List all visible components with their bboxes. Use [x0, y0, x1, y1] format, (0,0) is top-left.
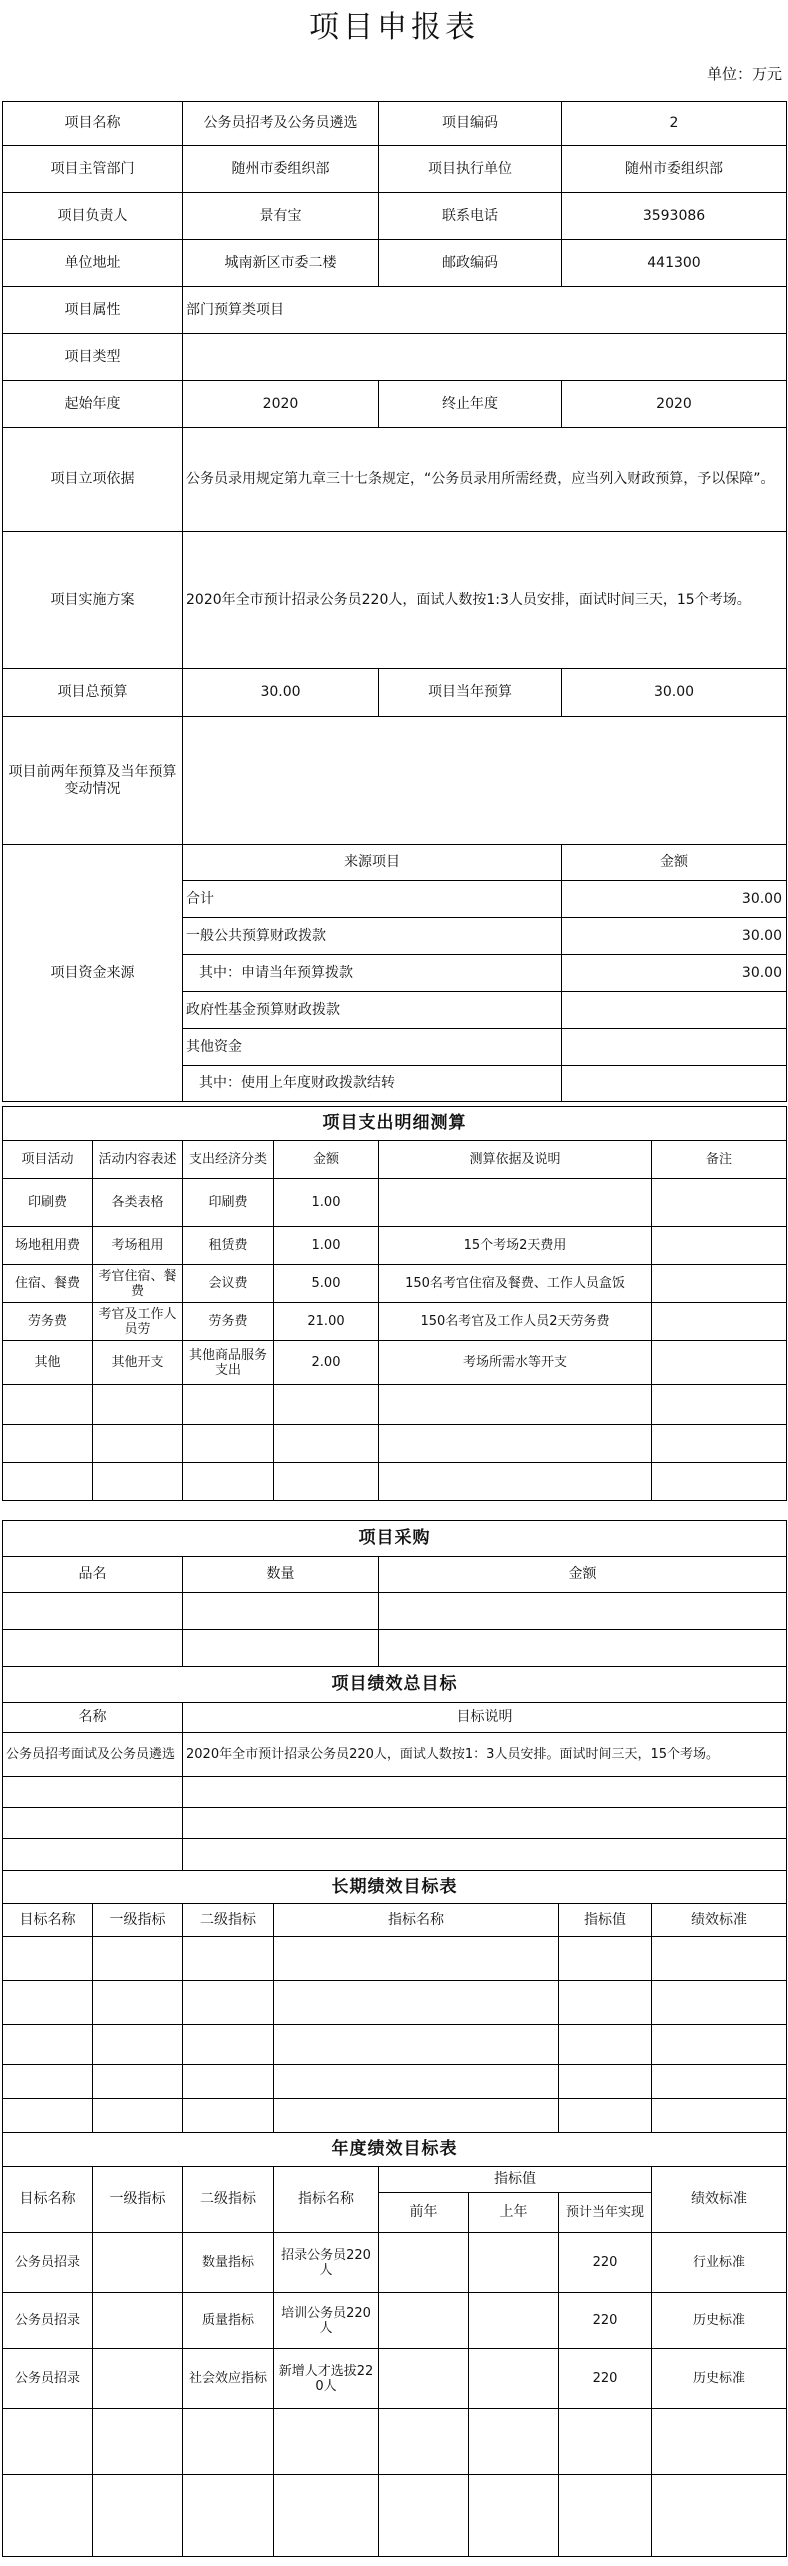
table-header: 测算依据及说明 [379, 1141, 652, 1179]
table-cell [652, 1385, 787, 1425]
table-cell: 公务员招录 [3, 2233, 93, 2293]
phone-label: 联系电话 [379, 193, 562, 240]
table-cell: 场地租用费 [3, 1227, 93, 1265]
table-header: 指标名称 [274, 1904, 559, 1937]
table-cell: 新增人才选拔220人 [274, 2349, 379, 2409]
table-header: 绩效标准 [652, 2167, 787, 2233]
funding-row-amount: 30.00 [562, 918, 787, 955]
table-header: 目标名称 [3, 1904, 93, 1937]
table-cell [559, 1937, 652, 1981]
table-row [3, 1179, 787, 1227]
table-header: 活动内容表述 [93, 1141, 183, 1179]
funding-row-name: 其中：使用上年度财政拨款结转 [183, 1066, 562, 1102]
table-cell [652, 1227, 787, 1265]
table-cell [3, 2409, 93, 2475]
table-header: 备注 [652, 1141, 787, 1179]
table-header: 上年 [469, 2193, 559, 2233]
table-cell [183, 1808, 787, 1839]
table-row [3, 2025, 787, 2065]
table-cell [274, 1937, 559, 1981]
year-budget-value: 30.00 [562, 669, 787, 717]
table-row [3, 1981, 787, 2025]
table-cell [274, 2065, 559, 2099]
table-row [3, 2475, 787, 2557]
table-cell [93, 2293, 183, 2349]
table-cell [183, 1839, 787, 1871]
table-header: 目标说明 [183, 1703, 787, 1733]
table-cell [379, 1425, 652, 1463]
dept-label: 项目主管部门 [3, 146, 183, 193]
leader-label: 项目负责人 [3, 193, 183, 240]
funding-col-amount: 金额 [562, 845, 787, 881]
change-label: 项目前两年预算及当年预算变动情况 [3, 717, 183, 845]
table-cell [3, 1593, 183, 1630]
project-code-label: 项目编码 [379, 102, 562, 146]
start-year-label: 起始年度 [3, 381, 183, 428]
table-cell [93, 2475, 183, 2557]
table-cell: 招录公务员220人 [274, 2233, 379, 2293]
table-header: 金额 [274, 1141, 379, 1179]
plan-value: 2020年全市预计招录公务员220人，面试人数按1:3人员安排，面试时间三天，15个考场。 [183, 532, 787, 669]
table-cell [183, 1463, 274, 1501]
funding-row-amount [562, 1029, 787, 1066]
table-cell [93, 1385, 183, 1425]
perf-total-section-title: 项目绩效总目标 [3, 1667, 787, 1703]
table-cell: 考官及工作人员劳 [93, 1303, 183, 1341]
table-cell: 21.00 [274, 1303, 379, 1341]
dept-value: 随州市委组织部 [183, 146, 379, 193]
table-cell [559, 2065, 652, 2099]
table-row [3, 240, 787, 287]
table-row [3, 1871, 787, 1904]
table-header: 支出经济分类 [183, 1141, 274, 1179]
table-row [3, 1265, 787, 1303]
table-cell [3, 2025, 93, 2065]
table-cell [652, 1303, 787, 1341]
table-cell [652, 1265, 787, 1303]
table-cell [652, 1179, 787, 1227]
annual-table [2, 2132, 787, 2557]
table-cell [469, 2475, 559, 2557]
type-label: 项目类型 [3, 334, 183, 381]
table-cell [379, 2349, 469, 2409]
table-cell: 220 [559, 2293, 652, 2349]
table-cell [652, 2099, 787, 2133]
table-header: 金额 [379, 1557, 787, 1593]
table-cell [379, 1593, 787, 1630]
table-header: 预计当年实现 [559, 2193, 652, 2233]
table-cell [379, 1179, 652, 1227]
basis-label: 项目立项依据 [3, 428, 183, 532]
table-cell [652, 2025, 787, 2065]
table-cell: 历史标准 [652, 2293, 787, 2349]
table-header: 一级指标 [93, 1904, 183, 1937]
address-value: 城南新区市委二楼 [183, 240, 379, 287]
table-cell: 其他开支 [93, 1341, 183, 1385]
basis-value: 公务员录用规定第九章三十七条规定，“公务员录用所需经费，应当列入财政预算，予以保障”。 [183, 428, 787, 532]
funding-row-name: 政府性基金预算财政拨款 [183, 992, 562, 1029]
table-cell: 1.00 [274, 1227, 379, 1265]
table-cell [469, 2233, 559, 2293]
funding-row-name: 合计 [183, 881, 562, 918]
table-cell [652, 2065, 787, 2099]
table-cell [652, 2475, 787, 2557]
table-cell [379, 2293, 469, 2349]
total-budget-value: 30.00 [183, 669, 379, 717]
table-cell [183, 1777, 787, 1808]
table-cell [93, 2349, 183, 2409]
table-cell [3, 1385, 93, 1425]
table-cell [379, 1630, 787, 1667]
table-header: 绩效标准 [652, 1904, 787, 1937]
table-cell: 2.00 [274, 1341, 379, 1385]
table-cell [379, 1385, 652, 1425]
table-cell [3, 1808, 183, 1839]
table-cell [183, 1937, 274, 1981]
table-cell [3, 2065, 93, 2099]
table-row [3, 1904, 787, 1937]
table-row [3, 1667, 787, 1703]
table-cell: 2020年全市预计招录公务员220人，面试人数按1：3人员安排。面试时间三天，15个考场。 [183, 1733, 787, 1777]
table-cell [93, 2233, 183, 2293]
table-cell [274, 2025, 559, 2065]
table-cell: 考场租用 [93, 1227, 183, 1265]
table-cell [183, 1425, 274, 1463]
table-cell: 会议费 [183, 1265, 274, 1303]
table-cell [274, 1981, 559, 2025]
project-code-value: 2 [562, 102, 787, 146]
table-cell: 数量指标 [183, 2233, 274, 2293]
table-cell [379, 2409, 469, 2475]
end-year-label: 终止年度 [379, 381, 562, 428]
table-cell [93, 2409, 183, 2475]
table-cell [183, 2409, 274, 2475]
table-cell: 质量指标 [183, 2293, 274, 2349]
table-row [3, 146, 787, 193]
table-cell [93, 1981, 183, 2025]
table-row [3, 1425, 787, 1463]
table-cell [3, 1839, 183, 1871]
table-cell [379, 2475, 469, 2557]
table-cell [183, 2065, 274, 2099]
unit-label: 单位：万元 [706, 65, 782, 83]
expense-table [2, 1106, 787, 1501]
table-cell [274, 1425, 379, 1463]
table-row [3, 1463, 787, 1501]
table-cell: 公务员招录 [3, 2349, 93, 2409]
table-cell: 5.00 [274, 1265, 379, 1303]
postcode-label: 邮政编码 [379, 240, 562, 287]
table-row [3, 287, 787, 334]
table-header: 名称 [3, 1703, 183, 1733]
table-cell [3, 2099, 93, 2133]
table-cell: 其他 [3, 1341, 93, 1385]
table-cell [469, 2349, 559, 2409]
table-cell: 考官住宿、餐费 [93, 1265, 183, 1303]
table-cell [93, 1463, 183, 1501]
table-cell [379, 1463, 652, 1501]
table-cell [274, 2475, 379, 2557]
table-row [3, 1521, 787, 1557]
table-cell [183, 2025, 274, 2065]
table-cell [379, 2233, 469, 2293]
table-row [3, 845, 787, 881]
project-info-table [2, 101, 787, 1102]
table-header: 前年 [379, 2193, 469, 2233]
table-header: 一级指标 [93, 2167, 183, 2233]
table-row [3, 2065, 787, 2099]
table-cell: 公务员招考面试及公务员遴选 [3, 1733, 183, 1777]
table-cell [559, 2409, 652, 2475]
table-cell [274, 2099, 559, 2133]
table-header: 目标名称 [3, 2167, 93, 2233]
perf-total-table [2, 1666, 787, 1871]
table-cell: 150名考官住宿及餐费、工作人员盒饭 [379, 1265, 652, 1303]
table-cell [274, 2409, 379, 2475]
table-row [3, 1777, 787, 1808]
table-header: 指标值 [559, 1904, 652, 1937]
type-value [183, 334, 787, 381]
table-row [3, 2167, 787, 2193]
table-cell: 150名考官及工作人员2天劳务费 [379, 1303, 652, 1341]
table-cell [183, 2099, 274, 2133]
table-cell: 住宿、餐费 [3, 1265, 93, 1303]
table-cell [3, 1937, 93, 1981]
table-row [3, 381, 787, 428]
long-term-section-title: 长期绩效目标表 [3, 1871, 787, 1904]
table-cell: 历史标准 [652, 2349, 787, 2409]
table-cell [469, 2293, 559, 2349]
phone-value: 3593086 [562, 193, 787, 240]
table-cell [3, 1777, 183, 1808]
table-row [3, 1107, 787, 1141]
table-row [3, 1630, 787, 1667]
table-row [3, 1227, 787, 1265]
table-cell: 各类表格 [93, 1179, 183, 1227]
table-cell: 印刷费 [183, 1179, 274, 1227]
table-cell: 其他商品服务支出 [183, 1341, 274, 1385]
table-cell [652, 1463, 787, 1501]
procurement-section-title: 项目采购 [3, 1521, 787, 1557]
table-cell [559, 2475, 652, 2557]
table-row [3, 2293, 787, 2349]
table-cell [93, 2025, 183, 2065]
table-cell: 劳务费 [3, 1303, 93, 1341]
table-row [3, 193, 787, 240]
table-cell [3, 1463, 93, 1501]
table-cell [559, 1981, 652, 2025]
table-row [3, 2409, 787, 2475]
table-cell [3, 2475, 93, 2557]
table-cell [469, 2409, 559, 2475]
table-cell: 行业标准 [652, 2233, 787, 2293]
table-row [3, 1557, 787, 1593]
table-row [3, 102, 787, 146]
table-cell [652, 1937, 787, 1981]
table-cell [3, 1630, 183, 1667]
page-title: 项目申报表 [309, 10, 479, 45]
address-label: 单位地址 [3, 240, 183, 287]
table-cell [652, 1981, 787, 2025]
table-row [3, 1937, 787, 1981]
funding-row-name: 其他资金 [183, 1029, 562, 1066]
table-header: 二级指标 [183, 1904, 274, 1937]
table-row [3, 334, 787, 381]
funding-row-amount: 30.00 [562, 881, 787, 918]
table-cell: 印刷费 [3, 1179, 93, 1227]
table-header: 指标值 [379, 2167, 652, 2193]
funding-row-amount [562, 1066, 787, 1102]
funding-row-amount: 30.00 [562, 955, 787, 992]
year-budget-label: 项目当年预算 [379, 669, 562, 717]
table-row [3, 532, 787, 669]
table-row [3, 2099, 787, 2133]
table-cell [559, 2099, 652, 2133]
change-value [183, 717, 787, 845]
table-row [3, 669, 787, 717]
funding-row-amount [562, 992, 787, 1029]
table-cell: 15个考场2天费用 [379, 1227, 652, 1265]
table-row [3, 2133, 787, 2167]
table-cell [274, 1385, 379, 1425]
postcode-value: 441300 [562, 240, 787, 287]
table-header: 项目活动 [3, 1141, 93, 1179]
funding-label: 项目资金来源 [3, 845, 183, 1102]
table-header: 数量 [183, 1557, 379, 1593]
table-cell [652, 1341, 787, 1385]
table-row [3, 1593, 787, 1630]
annual-section-title: 年度绩效目标表 [3, 2133, 787, 2167]
funding-row-name: 其中：申请当年预算拨款 [183, 955, 562, 992]
table-cell [183, 1385, 274, 1425]
table-cell: 劳务费 [183, 1303, 274, 1341]
table-row [3, 1141, 787, 1179]
table-cell [274, 1463, 379, 1501]
table-cell [183, 2475, 274, 2557]
table-cell [183, 1630, 379, 1667]
table-cell [93, 2065, 183, 2099]
project-name-label: 项目名称 [3, 102, 183, 146]
table-cell: 220 [559, 2349, 652, 2409]
total-budget-label: 项目总预算 [3, 669, 183, 717]
expense-section-title: 项目支出明细测算 [3, 1107, 787, 1141]
table-row [3, 1733, 787, 1777]
table-cell: 社会效应指标 [183, 2349, 274, 2409]
attr-label: 项目属性 [3, 287, 183, 334]
attr-value: 部门预算类项目 [183, 287, 787, 334]
table-cell [183, 1593, 379, 1630]
table-row [3, 428, 787, 532]
table-cell [559, 2025, 652, 2065]
table-cell: 考场所需水等开支 [379, 1341, 652, 1385]
start-year-value: 2020 [183, 381, 379, 428]
table-cell [3, 1981, 93, 2025]
table-cell [183, 1981, 274, 2025]
project-name-value: 公务员招考及公务员遴选 [183, 102, 379, 146]
table-row [3, 1385, 787, 1425]
table-row [3, 2233, 787, 2293]
table-cell: 公务员招录 [3, 2293, 93, 2349]
funding-col-source: 来源项目 [183, 845, 562, 881]
table-cell [652, 2409, 787, 2475]
long-term-table [2, 1870, 787, 2133]
table-cell: 1.00 [274, 1179, 379, 1227]
exec-unit-value: 随州市委组织部 [562, 146, 787, 193]
table-cell: 培训公务员220人 [274, 2293, 379, 2349]
exec-unit-label: 项目执行单位 [379, 146, 562, 193]
funding-row-name: 一般公共预算财政拨款 [183, 918, 562, 955]
table-row [3, 2349, 787, 2409]
table-row [3, 1703, 787, 1733]
table-cell [93, 1425, 183, 1463]
procurement-table [2, 1520, 787, 1667]
leader-value: 景有宝 [183, 193, 379, 240]
table-row [3, 717, 787, 845]
table-cell: 220 [559, 2233, 652, 2293]
table-cell [3, 1425, 93, 1463]
table-header: 指标名称 [274, 2167, 379, 2233]
table-cell [93, 2099, 183, 2133]
table-header: 品名 [3, 1557, 183, 1593]
table-cell [93, 1937, 183, 1981]
table-row [3, 1839, 787, 1871]
plan-label: 项目实施方案 [3, 532, 183, 669]
table-row [3, 1303, 787, 1341]
table-cell: 租赁费 [183, 1227, 274, 1265]
table-row [3, 1341, 787, 1385]
table-cell [652, 1425, 787, 1463]
table-header: 二级指标 [183, 2167, 274, 2233]
table-row [3, 1808, 787, 1839]
end-year-value: 2020 [562, 381, 787, 428]
